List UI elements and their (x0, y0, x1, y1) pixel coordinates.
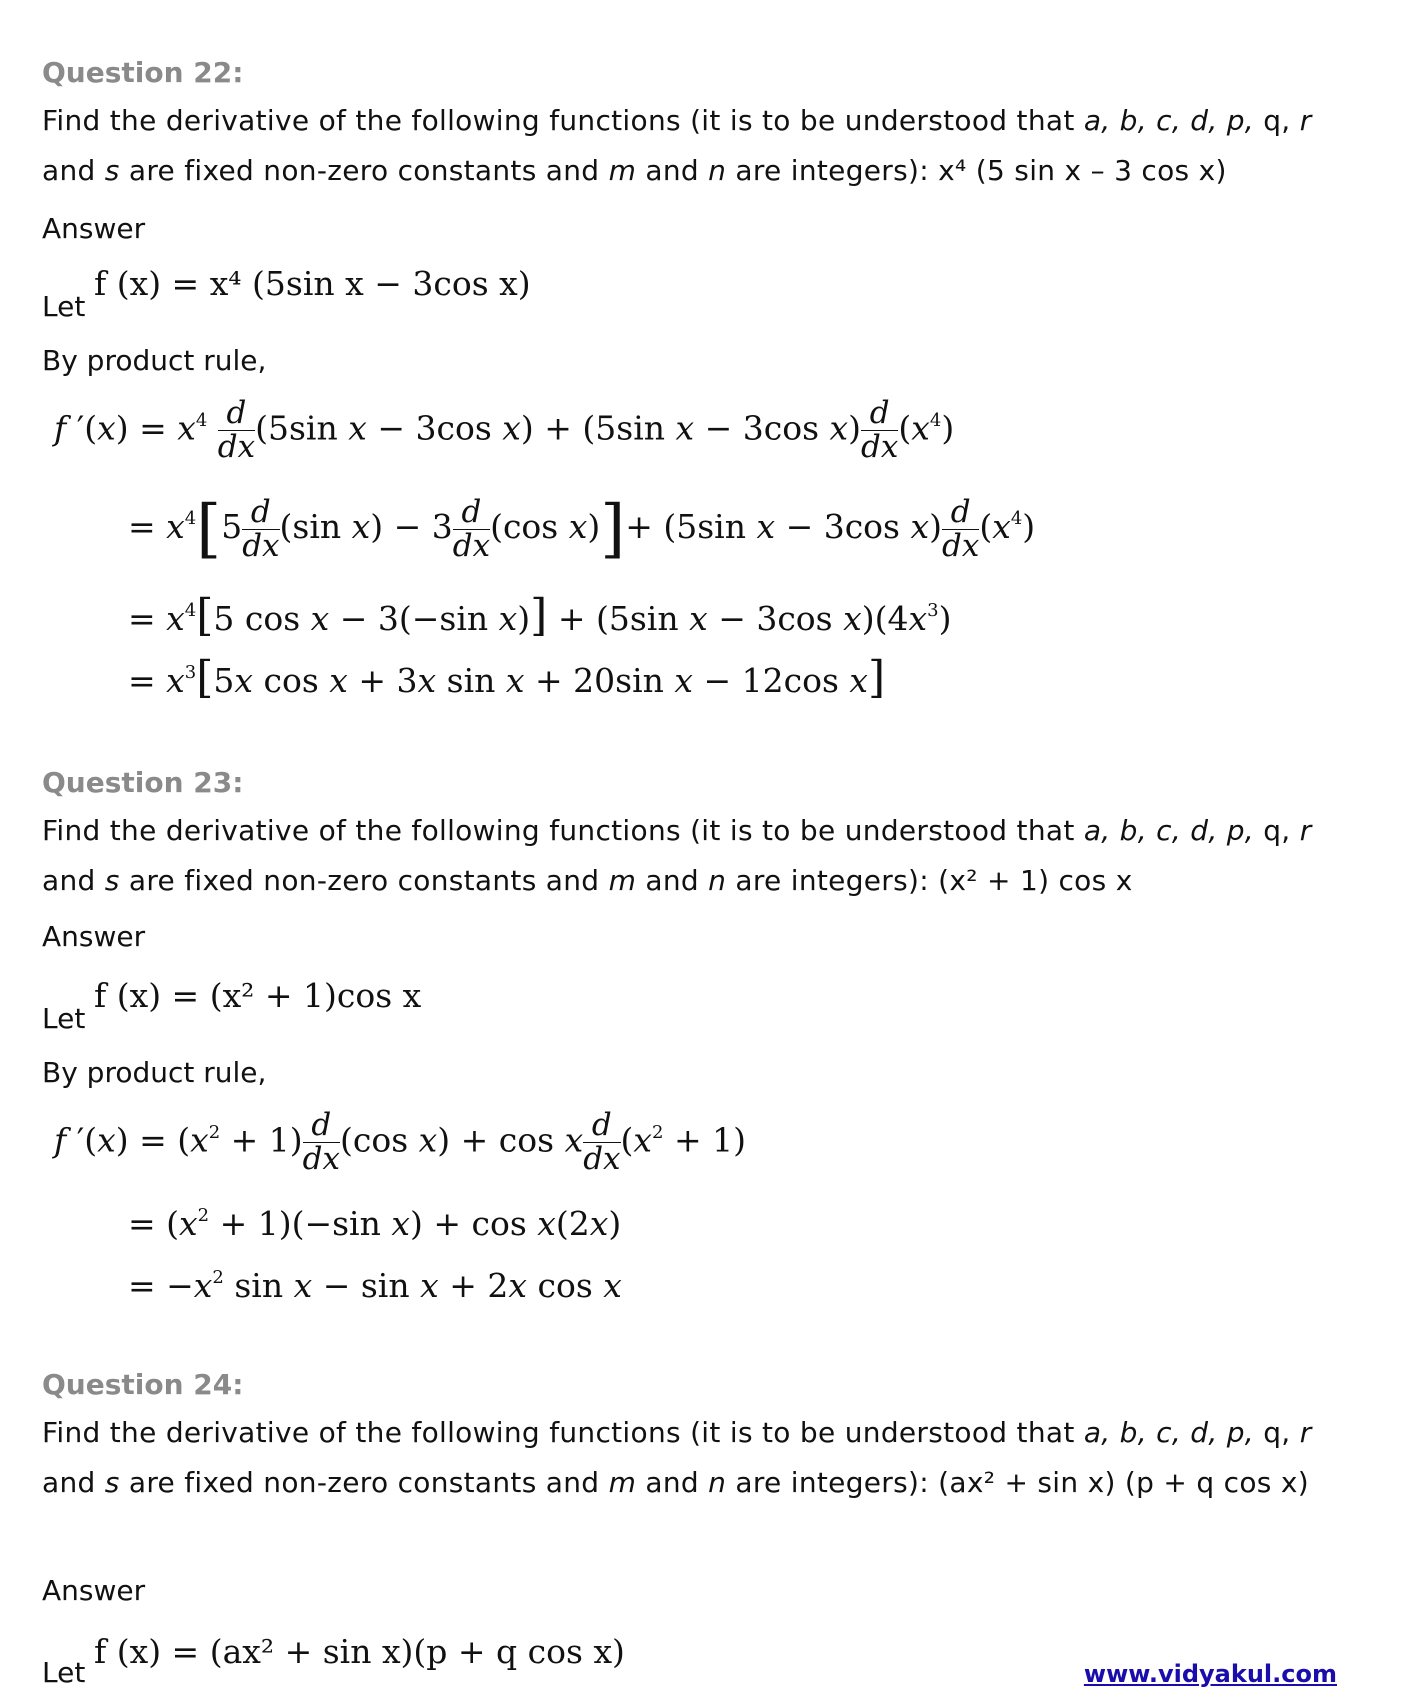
question-22-prompt: Find the derivative of the following functions (it is to be understood that a, b, c, d, p, q, r and s are fixed non-zero constants and m and n are integers): x⁴ (5 sin x – 3 cos x) (42, 104, 1312, 187)
question-24-let-label: Let (42, 1656, 86, 1689)
question-22-let-label: Let (42, 290, 86, 323)
question-24-title: Question 24: (42, 1368, 244, 1401)
question-24-answer-label: Answer (42, 1574, 146, 1607)
question-23-let-expression: f (x) = (x² + 1)cos x (94, 976, 422, 1015)
question-22-step-1: f $'(x) = x^4$ $\frac{d}{dx}$ (5sin x − 3cos x) + (5sin x − 3cos x) $\frac{d}{dx}$ $(x^4)$ (54, 395, 955, 465)
question-23-rule-label: By product rule, (42, 1056, 267, 1089)
question-22-step-2: = $x^4[5$ $\frac{d}{dx}$ (sin x) − 3 $\frac{d}{dx}$ (cos x)]+ (5sin x − 3cos x) $\frac{d}{dx}$ $(x^4)$ (128, 492, 1036, 566)
question-22-let-expression: f (x) = x⁴ (5sin x − 3cos x) (94, 264, 531, 303)
question-22-step-3: = $x^4[5$ cos x − 3(−sin x)] + (5sin x − 3cos $x)(4x^3)$ (128, 590, 952, 641)
question-23-step-2: = $(x^2 + 1)(-\sin$ x) + cos x(2x) (128, 1204, 622, 1243)
question-23-let-label: Let (42, 1002, 86, 1035)
question-22-step-4: = $x^3[5x$ cos x + 3x sin x + 20sin x − 12cos x] (128, 652, 886, 703)
question-24-prompt: Find the derivative of the following functions (it is to be understood that a, b, c, d, p, q, r and s are fixed non-zero constants and m and n are integers): (ax² + sin x) (p + q cos x) (42, 1416, 1312, 1499)
question-22-function: x⁴ (5 sin x – 3 cos x) (938, 154, 1227, 187)
question-24-function: (ax² + sin x) (p + q cos x) (938, 1466, 1309, 1499)
question-23-title: Question 23: (42, 766, 244, 799)
question-22-title: Question 22: (42, 56, 244, 89)
question-24-let-expression: f (x) = (ax² + sin x)(p + q cos x) (94, 1632, 625, 1671)
question-23-prompt: Find the derivative of the following functions (it is to be understood that a, b, c, d, p, q, r and s are fixed non-zero constants and m and n are integers): (x² + 1) cos x (42, 814, 1312, 897)
question-23-function: (x² + 1) cos x (938, 864, 1133, 897)
question-23-step-1: f $'(x) = (x^2 + 1)$ $\frac{d}{dx}$ (cos x) + cos x $\frac{d}{dx}$ $(x^2 + 1)$ (54, 1107, 746, 1177)
question-22-rule-label: By product rule, (42, 344, 267, 377)
question-22-answer-label: Answer (42, 212, 146, 245)
question-23-answer-label: Answer (42, 920, 146, 953)
vidyakul-website-link[interactable]: www.vidyakul.com (1083, 1660, 1337, 1688)
question-23-step-3: = $-x^2$ sin x − sin x + 2x cos x (128, 1266, 622, 1305)
